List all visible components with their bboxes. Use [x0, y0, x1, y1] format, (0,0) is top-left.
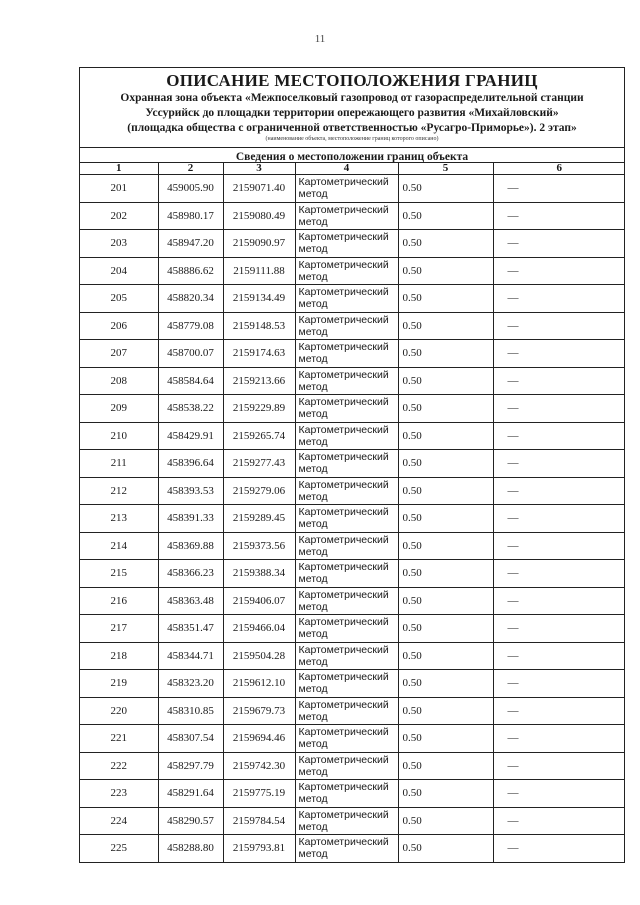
point-number-cell: 216	[80, 587, 158, 615]
point-number-cell: 206	[80, 312, 158, 340]
point-number-cell: 212	[80, 477, 158, 505]
point-number-cell: 219	[80, 670, 158, 698]
y-coordinate-cell: 2159229.89	[223, 395, 295, 423]
y-coordinate-cell: 2159784.54	[223, 807, 295, 835]
section-title: Сведения о местоположении границ объекта	[80, 148, 624, 163]
table-row	[80, 615, 625, 643]
y-coordinate-cell: 2159466.04	[223, 615, 295, 643]
method-cell: Картометрический метод	[295, 807, 398, 835]
table-row	[80, 780, 625, 808]
note-cell: —	[493, 505, 625, 533]
note-cell: —	[493, 230, 625, 258]
precision-cell: 0.50	[398, 477, 493, 505]
table-row	[80, 285, 625, 313]
point-number-cell: 217	[80, 615, 158, 643]
precision-cell: 0.50	[398, 367, 493, 395]
object-name-caption: (наименование объекта, местоположение границ которого описано)	[265, 136, 439, 142]
method-cell: Картометрический метод	[295, 642, 398, 670]
table-row	[80, 807, 625, 835]
precision-cell: 0.50	[398, 505, 493, 533]
y-coordinate-cell: 2159504.28	[223, 642, 295, 670]
method-cell: Картометрический метод	[295, 202, 398, 230]
method-cell: Картометрический метод	[295, 175, 398, 203]
y-coordinate-cell: 2159694.46	[223, 725, 295, 753]
method-cell: Картометрический метод	[295, 670, 398, 698]
point-number-cell: 208	[80, 367, 158, 395]
precision-cell: 0.50	[398, 807, 493, 835]
column-header-1: 1	[80, 163, 158, 175]
y-coordinate-cell: 2159277.43	[223, 450, 295, 478]
table-row	[80, 340, 625, 368]
method-cell: Картометрический метод	[295, 505, 398, 533]
note-cell: —	[493, 642, 625, 670]
method-cell: Картометрический метод	[295, 835, 398, 863]
table-row	[80, 835, 625, 863]
object-name-line-3: (площадка общества с ограниченной ответственностью «Русагро-Приморье»). 2 этап»	[127, 122, 577, 134]
point-number-cell: 214	[80, 532, 158, 560]
y-coordinate-cell: 2159612.10	[223, 670, 295, 698]
precision-cell: 0.50	[398, 532, 493, 560]
table-row	[80, 175, 625, 203]
table-row	[80, 367, 625, 395]
point-number-cell: 222	[80, 752, 158, 780]
x-coordinate-cell: 458396.64	[158, 450, 223, 478]
point-number-cell: 213	[80, 505, 158, 533]
precision-cell: 0.50	[398, 780, 493, 808]
document-header	[80, 68, 624, 148]
coordinates-table	[80, 163, 625, 863]
y-coordinate-cell: 2159090.97	[223, 230, 295, 258]
method-cell: Картометрический метод	[295, 257, 398, 285]
method-cell: Картометрический метод	[295, 587, 398, 615]
method-cell: Картометрический метод	[295, 285, 398, 313]
precision-cell: 0.50	[398, 175, 493, 203]
note-cell: —	[493, 532, 625, 560]
method-cell: Картометрический метод	[295, 532, 398, 560]
precision-cell: 0.50	[398, 257, 493, 285]
x-coordinate-cell: 458391.33	[158, 505, 223, 533]
y-coordinate-cell: 2159388.34	[223, 560, 295, 588]
note-cell: —	[493, 807, 625, 835]
point-number-cell: 211	[80, 450, 158, 478]
precision-cell: 0.50	[398, 615, 493, 643]
method-cell: Картометрический метод	[295, 752, 398, 780]
method-cell: Картометрический метод	[295, 230, 398, 258]
table-row	[80, 697, 625, 725]
point-number-cell: 205	[80, 285, 158, 313]
precision-cell: 0.50	[398, 422, 493, 450]
point-number-cell: 204	[80, 257, 158, 285]
method-cell: Картометрический метод	[295, 450, 398, 478]
x-coordinate-cell: 458323.20	[158, 670, 223, 698]
method-cell: Картометрический метод	[295, 725, 398, 753]
column-header-2: 2	[158, 163, 223, 175]
table-row	[80, 422, 625, 450]
precision-cell: 0.50	[398, 340, 493, 368]
method-cell: Картометрический метод	[295, 340, 398, 368]
object-name-line-2: Уссурийск до площадки территории опережающего развития «Михайловский»	[145, 107, 559, 119]
precision-cell: 0.50	[398, 312, 493, 340]
x-coordinate-cell: 458290.57	[158, 807, 223, 835]
note-cell: —	[493, 615, 625, 643]
point-number-cell: 220	[80, 697, 158, 725]
method-cell: Картометрический метод	[295, 367, 398, 395]
precision-cell: 0.50	[398, 285, 493, 313]
precision-cell: 0.50	[398, 587, 493, 615]
note-cell: —	[493, 697, 625, 725]
y-coordinate-cell: 2159213.66	[223, 367, 295, 395]
table-row	[80, 725, 625, 753]
x-coordinate-cell: 459005.90	[158, 175, 223, 203]
y-coordinate-cell: 2159111.88	[223, 257, 295, 285]
point-number-cell: 210	[80, 422, 158, 450]
x-coordinate-cell: 458366.23	[158, 560, 223, 588]
column-number-row	[80, 163, 625, 175]
point-number-cell: 224	[80, 807, 158, 835]
y-coordinate-cell: 2159071.40	[223, 175, 295, 203]
x-coordinate-cell: 458288.80	[158, 835, 223, 863]
table-row	[80, 505, 625, 533]
method-cell: Картометрический метод	[295, 780, 398, 808]
point-number-cell: 203	[80, 230, 158, 258]
column-header-6: 6	[493, 163, 625, 175]
precision-cell: 0.50	[398, 395, 493, 423]
x-coordinate-cell: 458947.20	[158, 230, 223, 258]
point-number-cell: 221	[80, 725, 158, 753]
table-row	[80, 450, 625, 478]
column-header-4: 4	[295, 163, 398, 175]
method-cell: Картометрический метод	[295, 395, 398, 423]
y-coordinate-cell: 2159679.73	[223, 697, 295, 725]
table-row	[80, 642, 625, 670]
point-number-cell: 202	[80, 202, 158, 230]
note-cell: —	[493, 560, 625, 588]
note-cell: —	[493, 422, 625, 450]
table-row	[80, 532, 625, 560]
coordinates-table-body	[80, 175, 625, 863]
x-coordinate-cell: 458584.64	[158, 367, 223, 395]
precision-cell: 0.50	[398, 642, 493, 670]
table-row	[80, 752, 625, 780]
table-row	[80, 477, 625, 505]
x-coordinate-cell: 458310.85	[158, 697, 223, 725]
point-number-cell: 225	[80, 835, 158, 863]
x-coordinate-cell: 458344.71	[158, 642, 223, 670]
note-cell: —	[493, 395, 625, 423]
x-coordinate-cell: 458538.22	[158, 395, 223, 423]
precision-cell: 0.50	[398, 725, 493, 753]
column-header-3: 3	[223, 163, 295, 175]
note-cell: —	[493, 367, 625, 395]
method-cell: Картометрический метод	[295, 312, 398, 340]
x-coordinate-cell: 458307.54	[158, 725, 223, 753]
note-cell: —	[493, 780, 625, 808]
note-cell: —	[493, 725, 625, 753]
note-cell: —	[493, 175, 625, 203]
point-number-cell: 223	[80, 780, 158, 808]
table-row	[80, 587, 625, 615]
column-header-5: 5	[398, 163, 493, 175]
x-coordinate-cell: 458779.08	[158, 312, 223, 340]
x-coordinate-cell: 458886.62	[158, 257, 223, 285]
y-coordinate-cell: 2159265.74	[223, 422, 295, 450]
x-coordinate-cell: 458700.07	[158, 340, 223, 368]
x-coordinate-cell: 458369.88	[158, 532, 223, 560]
x-coordinate-cell: 458820.34	[158, 285, 223, 313]
y-coordinate-cell: 2159289.45	[223, 505, 295, 533]
point-number-cell: 218	[80, 642, 158, 670]
table-row	[80, 312, 625, 340]
boundary-description-sheet	[79, 67, 625, 863]
precision-cell: 0.50	[398, 835, 493, 863]
precision-cell: 0.50	[398, 450, 493, 478]
precision-cell: 0.50	[398, 230, 493, 258]
precision-cell: 0.50	[398, 202, 493, 230]
note-cell: —	[493, 202, 625, 230]
point-number-cell: 207	[80, 340, 158, 368]
x-coordinate-cell: 458980.17	[158, 202, 223, 230]
point-number-cell: 209	[80, 395, 158, 423]
note-cell: —	[493, 587, 625, 615]
precision-cell: 0.50	[398, 560, 493, 588]
note-cell: —	[493, 835, 625, 863]
x-coordinate-cell: 458351.47	[158, 615, 223, 643]
page-number: 11	[314, 33, 326, 45]
x-coordinate-cell: 458393.53	[158, 477, 223, 505]
point-number-cell: 215	[80, 560, 158, 588]
y-coordinate-cell: 2159373.56	[223, 532, 295, 560]
y-coordinate-cell: 2159406.07	[223, 587, 295, 615]
table-row	[80, 670, 625, 698]
note-cell: —	[493, 450, 625, 478]
y-coordinate-cell: 2159080.49	[223, 202, 295, 230]
document-title: ОПИСАНИЕ МЕСТОПОЛОЖЕНИЯ ГРАНИЦ	[166, 71, 538, 90]
precision-cell: 0.50	[398, 670, 493, 698]
table-row	[80, 560, 625, 588]
note-cell: —	[493, 285, 625, 313]
table-row	[80, 230, 625, 258]
y-coordinate-cell: 2159742.30	[223, 752, 295, 780]
note-cell: —	[493, 477, 625, 505]
method-cell: Картометрический метод	[295, 615, 398, 643]
method-cell: Картометрический метод	[295, 422, 398, 450]
y-coordinate-cell: 2159174.63	[223, 340, 295, 368]
note-cell: —	[493, 257, 625, 285]
note-cell: —	[493, 752, 625, 780]
method-cell: Картометрический метод	[295, 477, 398, 505]
y-coordinate-cell: 2159148.53	[223, 312, 295, 340]
table-row	[80, 202, 625, 230]
precision-cell: 0.50	[398, 697, 493, 725]
x-coordinate-cell: 458291.64	[158, 780, 223, 808]
method-cell: Картометрический метод	[295, 560, 398, 588]
note-cell: —	[493, 340, 625, 368]
note-cell: —	[493, 670, 625, 698]
method-cell: Картометрический метод	[295, 697, 398, 725]
x-coordinate-cell: 458429.91	[158, 422, 223, 450]
x-coordinate-cell: 458363.48	[158, 587, 223, 615]
y-coordinate-cell: 2159134.49	[223, 285, 295, 313]
object-name-line-1: Охранная зона объекта «Межпоселковый газопровод от газораспределительной станции	[120, 92, 584, 104]
note-cell: —	[493, 312, 625, 340]
point-number-cell: 201	[80, 175, 158, 203]
table-row	[80, 257, 625, 285]
precision-cell: 0.50	[398, 752, 493, 780]
y-coordinate-cell: 2159279.06	[223, 477, 295, 505]
table-row	[80, 395, 625, 423]
x-coordinate-cell: 458297.79	[158, 752, 223, 780]
y-coordinate-cell: 2159793.81	[223, 835, 295, 863]
y-coordinate-cell: 2159775.19	[223, 780, 295, 808]
